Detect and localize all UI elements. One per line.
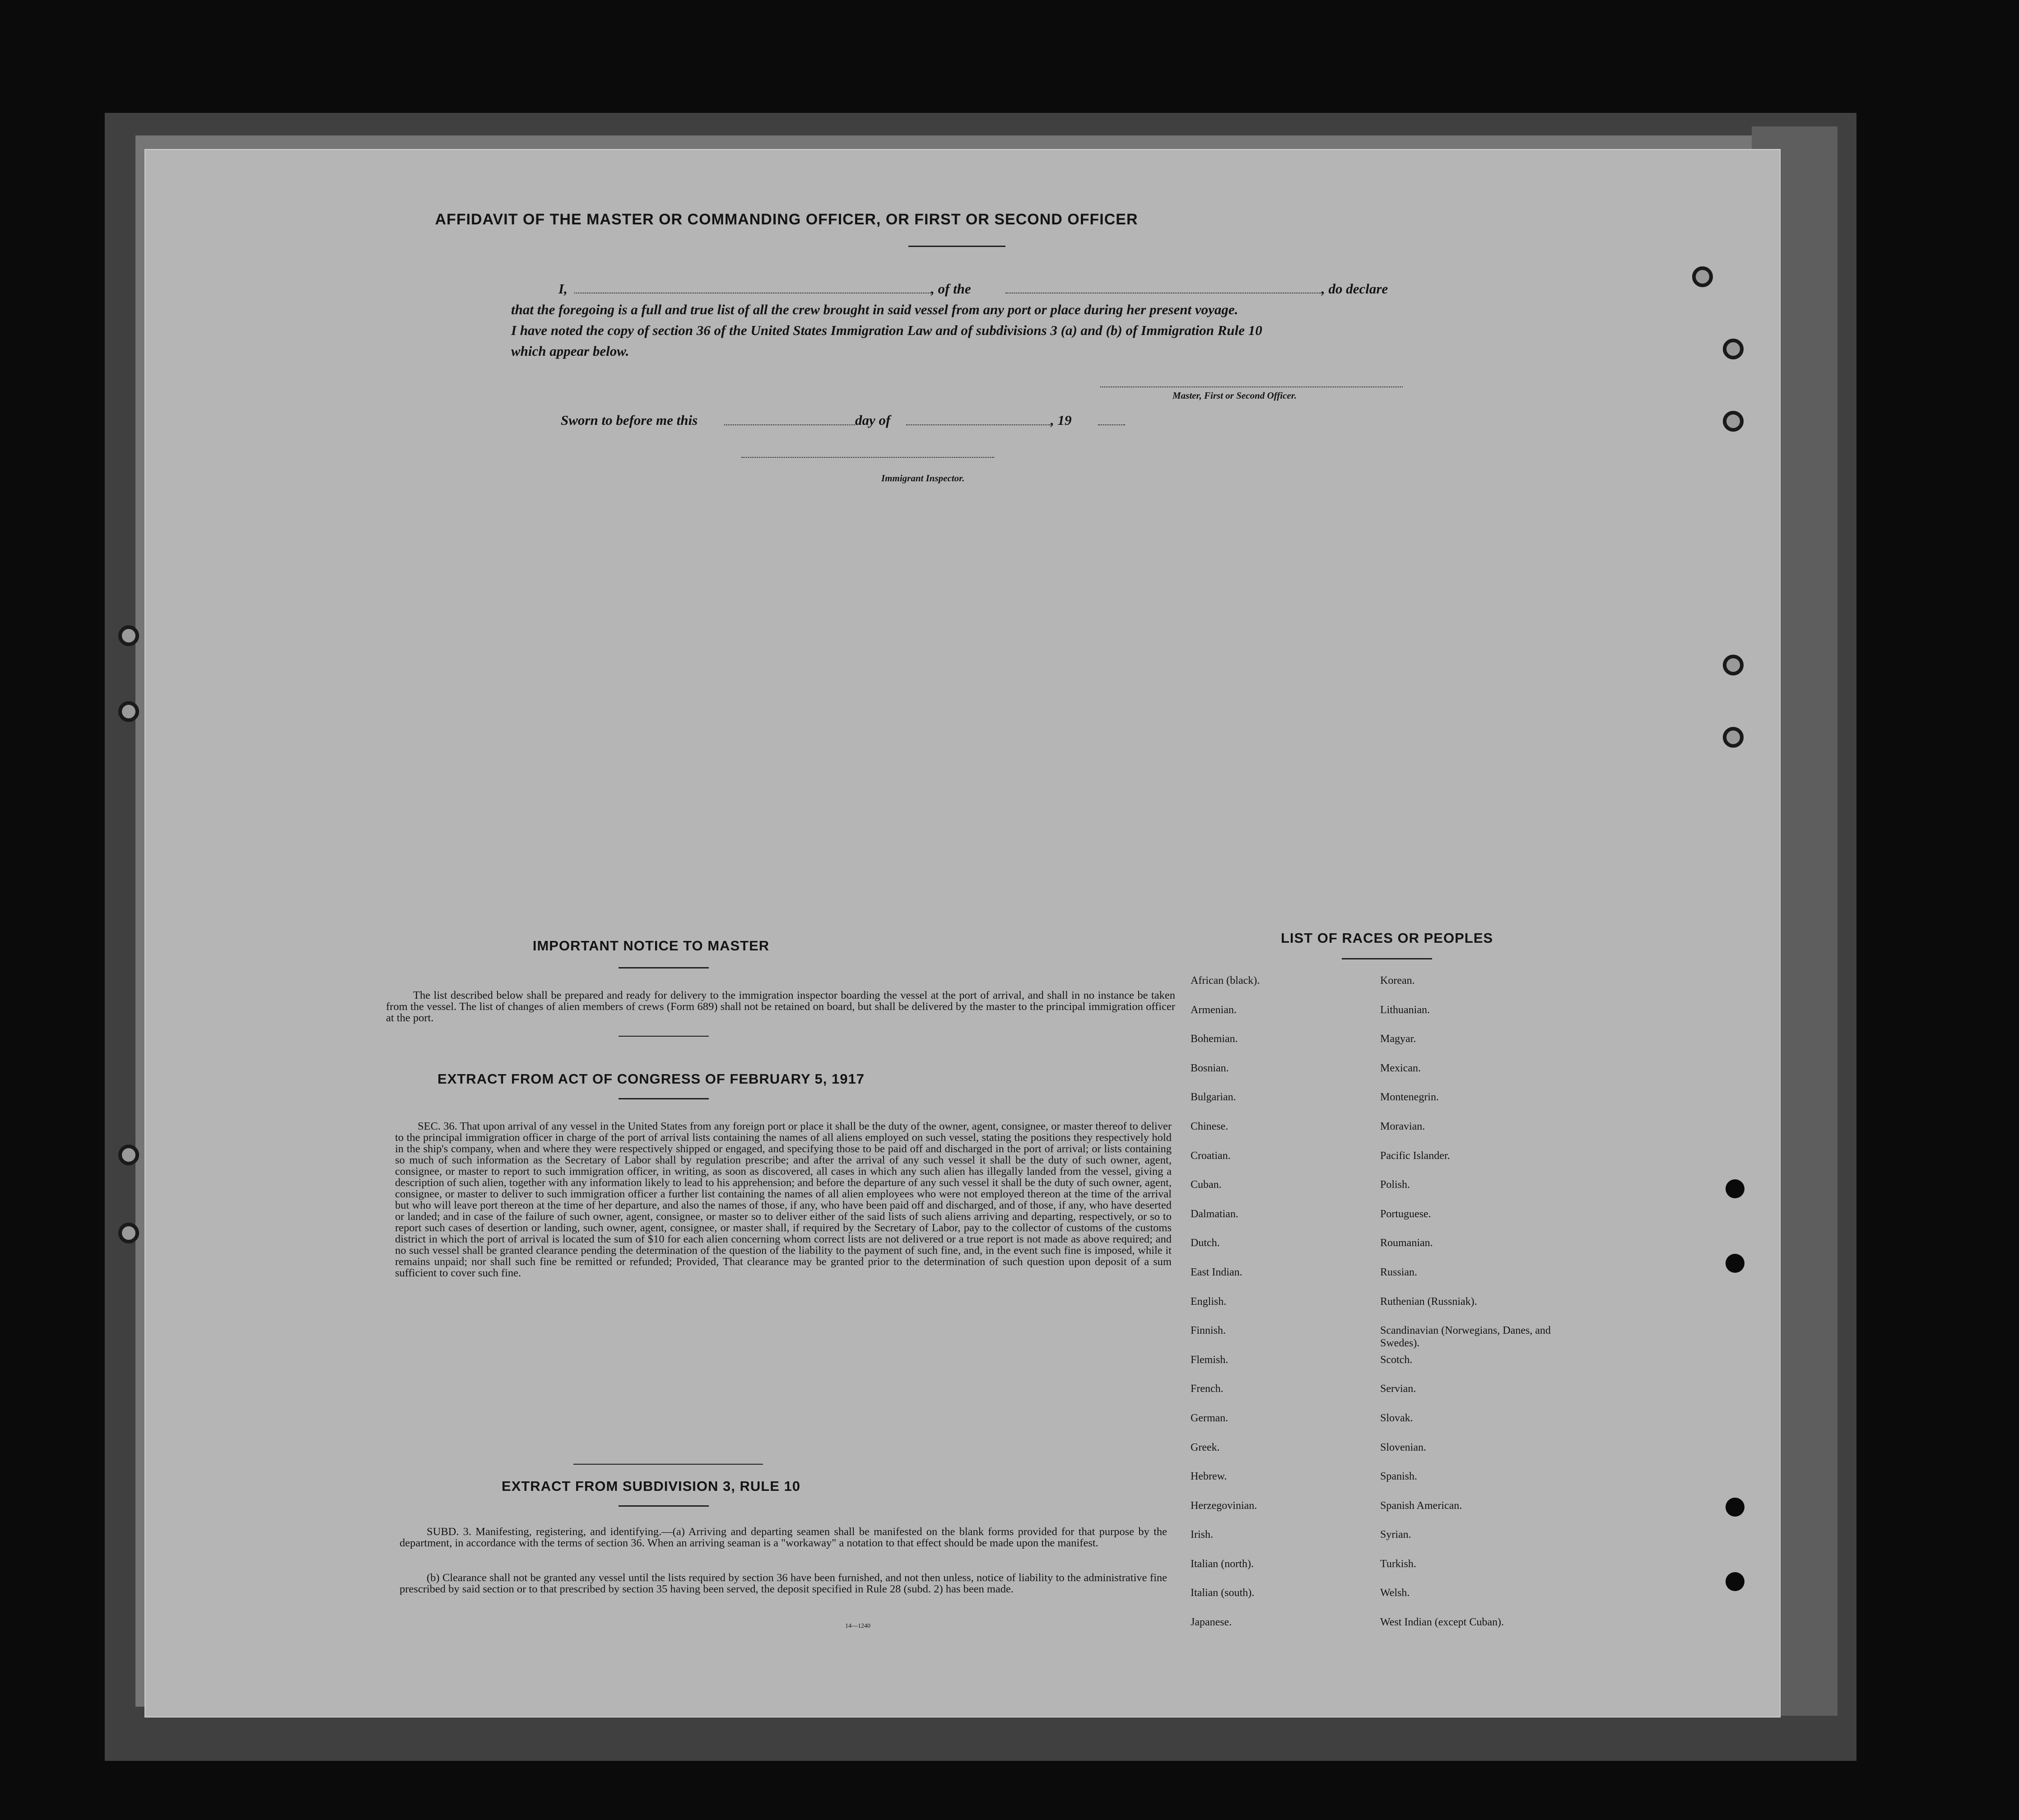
punch-hole-icon <box>1726 1254 1745 1273</box>
notice-rule <box>619 967 709 968</box>
declaration-line-4: which appear below. <box>511 343 629 359</box>
sworn-prefix: Sworn to before me this <box>561 412 698 428</box>
race-item: Spanish American. <box>1380 1499 1462 1512</box>
race-item: Servian. <box>1380 1383 1416 1395</box>
act-title: EXTRACT FROM ACT OF CONGRESS OF FEBRUARY 5, 1917 <box>437 1071 865 1087</box>
race-item: Scandinavian (Norwegians, Danes, and Swedes). <box>1380 1325 1551 1350</box>
race-item: Syrian. <box>1380 1529 1411 1541</box>
binder-hole-icon <box>118 1223 139 1243</box>
form-number: 14—1240 <box>845 1623 870 1629</box>
race-item: German. <box>1191 1412 1228 1424</box>
act-rule <box>619 1098 709 1099</box>
race-item: French. <box>1191 1383 1223 1395</box>
race-item: Hebrew. <box>1191 1471 1227 1483</box>
inspector-signature-blank[interactable] <box>741 457 994 458</box>
race-item: Pacific Islander. <box>1380 1150 1450 1162</box>
race-item: Moravian. <box>1380 1120 1425 1132</box>
binder-hole-icon <box>1723 727 1744 748</box>
punch-hole-icon <box>1726 1572 1745 1591</box>
notice-divider <box>619 1036 709 1037</box>
declaration-line-3: I have noted the copy of section 36 of the United States Immigration Law and of subdivisions 3 (a) and (b) of Immigration Rule 10 <box>511 322 1262 338</box>
race-item: Japanese. <box>1191 1616 1232 1629</box>
race-item: Bosnian. <box>1191 1062 1229 1074</box>
affidavit-title: AFFIDAVIT OF THE MASTER OR COMMANDING OFFICER, OR FIRST OR SECOND OFFICER <box>435 211 1138 228</box>
race-item: Dutch. <box>1191 1237 1220 1249</box>
race-item: Flemish. <box>1191 1354 1228 1366</box>
declaration-do-declare: , do declare <box>1321 281 1388 297</box>
race-item: Ruthenian (Russniak). <box>1380 1295 1477 1308</box>
race-item: Spanish. <box>1380 1471 1418 1483</box>
race-item: English. <box>1191 1295 1227 1308</box>
race-item: Chinese. <box>1191 1120 1228 1132</box>
race-item: Mexican. <box>1380 1062 1421 1074</box>
declaration-line-2: that the foregoing is a full and true list of all the crew brought in said vessel from any port or place during her present voyage. <box>511 302 1238 317</box>
race-item: Finnish. <box>1191 1325 1226 1337</box>
race-item: Greek. <box>1191 1441 1220 1453</box>
binder-hole-icon <box>118 625 139 646</box>
race-item: Scotch. <box>1380 1354 1413 1366</box>
punch-hole-icon <box>1726 1498 1745 1517</box>
race-item: Magyar. <box>1380 1033 1416 1045</box>
race-item: Turkish. <box>1380 1558 1416 1570</box>
race-item: Polish. <box>1380 1179 1410 1191</box>
race-item: Italian (south). <box>1191 1587 1255 1599</box>
race-item: Bohemian. <box>1191 1033 1238 1045</box>
act-body: SEC. 36. That upon arrival of any vessel in the United States from any foreign port or place it shall be the duty of the owner, agent, consignee, or master thereof to deliver to the principal immigration officer in charge of the port of arrival lists containing the names of all aliens employed on such vessel, stating the positions they respectively hold in the ship's company, when and where they were respectively shipped or engaged, and specifying those to be paid off and discharged in the port of arrival; or lists containing so much of such information as the Secretary of Labor shall by regulation prescribe; and after the arrival of any such vessel it shall be the duty of such owner, agent, consignee, or master to report to such immigration officer, in writing, as soon as discovered, all cases in which any such alien has illegally landed from the vessel, giving a description of such alien, together with any information likely to lead to his apprehension; and before the departure of any such vessel it shall be the duty of such owner, agent, consignee, or master to deliver to such immigration officer a further list containing the names of all alien employees who were not employed thereon at the time of the arrival but who will leave port thereon at the time of her departure, and also the names of those, if any, who have been paid off and discharged, and of those, if any, who have deserted or landed; and in case of the failure of such owner, agent, consignee, or master so to deliver either of the said lists of such aliens arriving and departing, respectively, or so to report such cases of desertion or landing, such owner, agent, consignee, or master shall, if required by the Secretary of Labor, pay to the collector of customs of the customs district in which the port of arrival is located the sum of $10 for each alien concerning whom correct lists are not delivered or a true report is not made as above required; and no such vessel shall be granted clearance pending the determination of the question of the liability to the payment of such fine, and, in the event such fine is imposed, while it remains unpaid; nor shall such fine be remitted or refunded; Provided, That clearance may be granted prior to the determination of such question upon deposit of a sum sufficient to cover such fine. <box>395 1120 1172 1279</box>
race-item: Armenian. <box>1191 1004 1237 1016</box>
race-item: African (black). <box>1191 975 1260 987</box>
race-item: Korean. <box>1380 975 1415 987</box>
declaration-lead: I, <box>558 281 568 297</box>
race-item: Welsh. <box>1380 1587 1410 1599</box>
sworn-month-blank[interactable] <box>906 424 1051 425</box>
officer-signature-blank[interactable] <box>1100 386 1403 387</box>
form-sheet <box>144 149 1781 1718</box>
races-right-column <box>1380 974 1561 1645</box>
notice-body: The list described below shall be prepared and ready for delivery to the immigration inspector boarding the vessel at the port of arrival, and shall in no instance be taken from the vessel. The list of changes of alien members of crews (Form 689) shall not be retained on board, but shall be delivered by the master to the principal immigration officer at the port. <box>386 989 1175 1024</box>
race-item: West Indian (except Cuban). <box>1380 1616 1504 1629</box>
race-item: Russian. <box>1380 1266 1418 1278</box>
race-item: Roumanian. <box>1380 1237 1433 1249</box>
races-title: LIST OF RACES OR PEOPLES <box>1280 930 1493 946</box>
title-rule <box>908 246 1005 247</box>
race-item: Irish. <box>1191 1529 1213 1541</box>
officer-signature-label: Master, First or Second Officer. <box>1172 390 1297 401</box>
rule-title: EXTRACT FROM SUBDIVISION 3, RULE 10 <box>502 1478 800 1494</box>
rule-rule <box>619 1505 709 1507</box>
race-item: Dalmatian. <box>1191 1208 1238 1220</box>
rule-para-a: SUBD. 3. Manifesting, registering, and identifying.—(a) Arriving and departing seamen shall be manifested on the blank forms provided for that purpose by the department, in accordance with the terms of section 36. When an arriving seaman is a "workaway" a notation to that effect should be made upon the manifest. <box>400 1526 1167 1549</box>
binder-hole-icon <box>1692 266 1713 287</box>
rule-para-b: (b) Clearance shall not be granted any vessel until the lists required by section 36 have been furnished, and not then unless, notice of liability to the administrative fine prescribed by said section or to that prescribed by section 35 having been served, the deposit specified in Rule 28 (subd. 2) has been made. <box>400 1572 1167 1595</box>
sworn-year-prefix: , 19 <box>1051 412 1072 428</box>
binder-hole-icon <box>118 1145 139 1165</box>
race-item: Slovenian. <box>1380 1441 1426 1453</box>
race-item: Croatian. <box>1191 1150 1231 1162</box>
race-item: East Indian. <box>1191 1266 1242 1278</box>
race-item: Herzegovinian. <box>1191 1499 1257 1512</box>
race-item: Cuban. <box>1191 1179 1222 1191</box>
binder-hole-icon <box>118 701 139 722</box>
declaration-of-the: , of the <box>931 281 971 297</box>
race-item: Bulgarian. <box>1191 1091 1236 1103</box>
act-divider <box>573 1464 763 1465</box>
sworn-day-of: day of <box>855 412 891 428</box>
races-rule <box>1342 958 1432 959</box>
binder-hole-icon <box>1723 411 1744 432</box>
race-item: Lithuanian. <box>1380 1004 1430 1016</box>
race-item: Italian (north). <box>1191 1558 1254 1570</box>
race-item: Montenegrin. <box>1380 1091 1439 1103</box>
binder-hole-icon <box>1723 339 1744 359</box>
sworn-day-blank[interactable] <box>724 424 855 425</box>
races-left-column <box>1191 974 1362 1645</box>
punch-hole-icon <box>1726 1179 1745 1198</box>
inspector-label: Immigrant Inspector. <box>881 473 965 484</box>
race-item: Slovak. <box>1380 1412 1413 1424</box>
race-item: Portuguese. <box>1380 1208 1431 1220</box>
notice-title: IMPORTANT NOTICE TO MASTER <box>532 938 770 954</box>
sworn-year-blank[interactable] <box>1098 424 1125 425</box>
binder-hole-icon <box>1723 655 1744 675</box>
